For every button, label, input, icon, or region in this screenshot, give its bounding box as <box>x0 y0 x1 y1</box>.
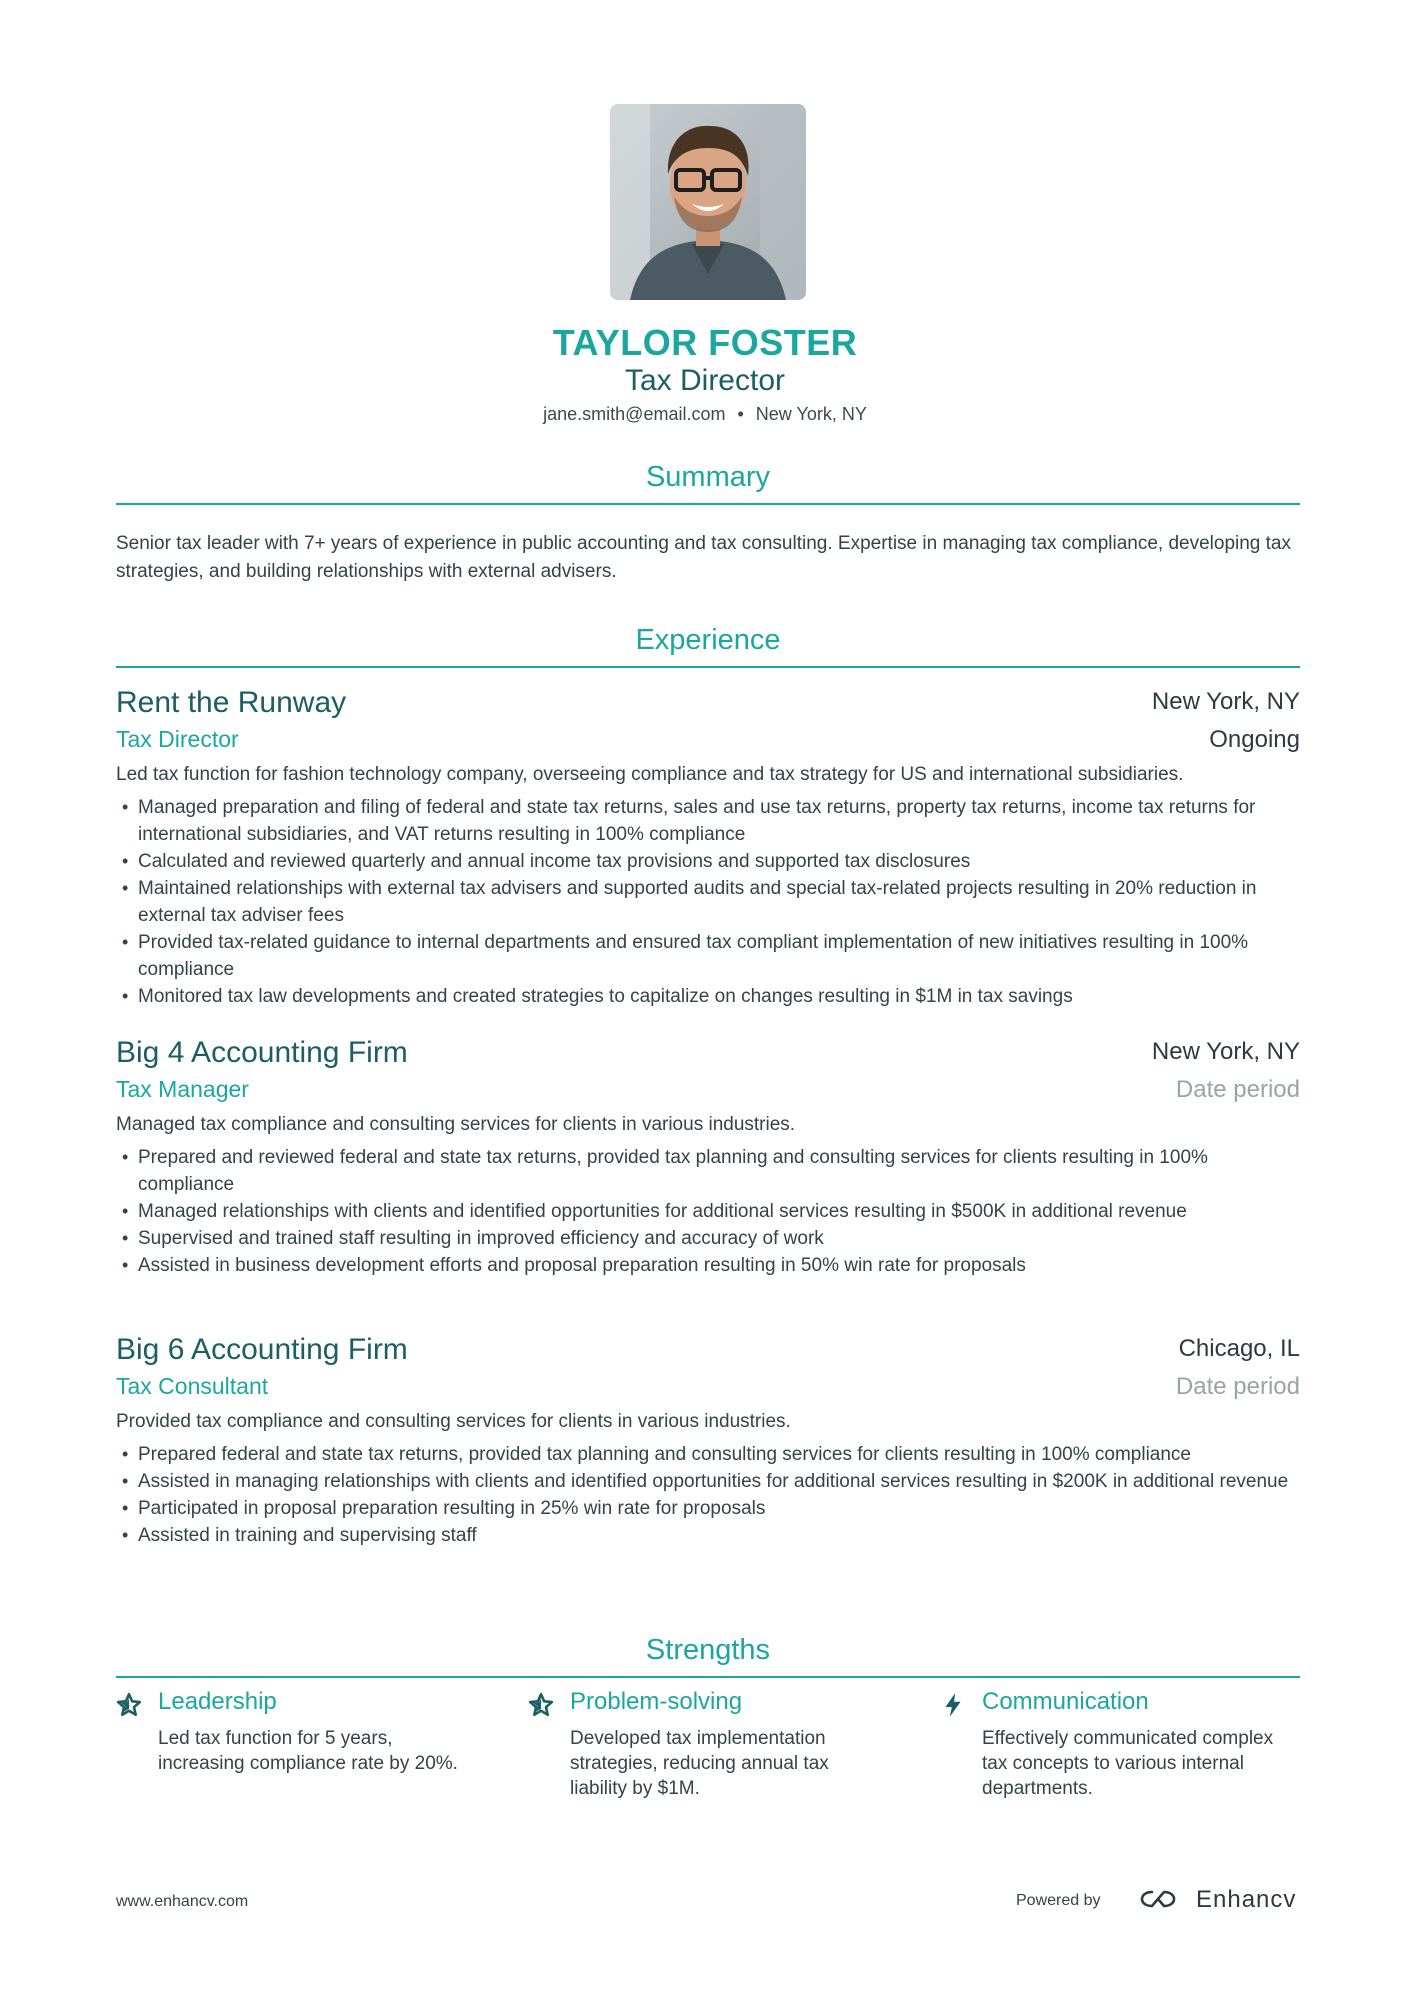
job-location: Chicago, IL <box>1178 1335 1300 1362</box>
strengths-divider <box>116 1676 1300 1678</box>
job-bullet: • Monitored tax law developments and created strategies to capitalize on changes resulting in $1M in tax savings <box>116 983 1300 1010</box>
experience-divider <box>116 666 1300 668</box>
job-role: Tax Manager <box>116 1076 249 1102</box>
job-description: Provided tax compliance and consulting services for clients in various industries. <box>116 1411 791 1432</box>
job-bullet: • Assisted in business development efforts and proposal preparation resulting in 50% win rate for proposals <box>116 1252 1300 1279</box>
summary-divider <box>116 503 1300 505</box>
job-bullet: • Managed relationships with clients and identified opportunities for additional services resulting in $500K in additional revenue <box>116 1198 1300 1225</box>
job-company: Rent the Runway <box>116 686 347 719</box>
job-location: New York, NY <box>1151 688 1300 715</box>
star-icon <box>116 1692 142 1718</box>
lightning-bolt-icon <box>940 1692 966 1718</box>
footer-brand-name: Enhancv <box>1196 1886 1297 1913</box>
job-date: Date period <box>1175 1076 1300 1103</box>
job-company: Big 4 Accounting Firm <box>116 1036 408 1069</box>
location-text: New York, NY <box>755 404 867 424</box>
job-bullets <box>116 1441 1300 1549</box>
job-description: Managed tax compliance and consulting services for clients in various industries. <box>116 1114 796 1135</box>
strength-description: Effectively communicated complex tax concepts to various internal departments. <box>982 1728 1274 1799</box>
job-bullet: • Participated in proposal preparation resulting in 25% win rate for proposals <box>116 1495 1300 1522</box>
strength-description: Led tax function for 5 years, increasing compliance rate by 20%. <box>158 1728 458 1774</box>
job-bullet: • Prepared federal and state tax returns, provided tax planning and consulting services for clients resulting in 100% compliance <box>116 1441 1300 1468</box>
summary-heading: Summary <box>645 461 771 493</box>
job-date: Ongoing <box>1209 726 1300 753</box>
summary-text: Senior tax leader with 7+ years of experience in public accounting and tax consulting. Expertise in managing tax compliance, developing tax strategies, and building relationships with external advisers. <box>116 533 1292 582</box>
profile-photo-image <box>610 104 806 300</box>
profile-photo <box>610 104 806 300</box>
footer-website-link[interactable]: www.enhancv.com <box>116 1893 249 1910</box>
email-text[interactable]: jane.smith@email.com <box>543 404 726 424</box>
job-bullet: • Calculated and reviewed quarterly and annual income tax provisions and supported tax disclosures <box>116 848 1300 875</box>
job-bullet: • Managed preparation and filing of federal and state tax returns, sales and use tax returns, property tax returns, income tax returns for international subsidiaries, and VAT returns resulting in 100% compliance <box>116 794 1300 848</box>
job-description: Led tax function for fashion technology company, overseeing compliance and tax strategy for US and international subsidiaries. <box>116 764 1184 785</box>
job-bullets <box>116 1144 1300 1279</box>
enhancv-logo-icon <box>1138 1884 1178 1914</box>
job-role: Tax Consultant <box>116 1373 269 1399</box>
job-date: Date period <box>1175 1373 1300 1400</box>
job-company: Big 6 Accounting Firm <box>116 1333 408 1366</box>
job-bullet: • Supervised and trained staff resulting in improved efficiency and accuracy of work <box>116 1225 1300 1252</box>
contact-separator: • <box>737 404 744 424</box>
strength-title: Communication <box>982 1688 1149 1715</box>
job-location: New York, NY <box>1151 1038 1300 1065</box>
job-bullet: • Maintained relationships with external tax advisers and supported audits and special tax-related projects resulting in 20% reduction in external tax adviser fees <box>116 875 1300 929</box>
job-role: Tax Director <box>116 726 239 752</box>
strength-title: Problem-solving <box>570 1688 743 1715</box>
job-bullet: • Assisted in training and supervising staff <box>116 1522 1300 1549</box>
footer-powered-by: Powered by <box>1016 1892 1101 1909</box>
experience-heading: Experience <box>635 624 781 656</box>
job-bullet: • Prepared and reviewed federal and state tax returns, provided tax planning and consulting services for clients resulting in 100% compliance <box>116 1144 1300 1198</box>
job-bullet: • Provided tax-related guidance to internal departments and ensured tax compliant implementation of new initiatives resulting in 100% compliance <box>116 929 1300 983</box>
job-bullets <box>116 794 1300 1010</box>
strengths-heading: Strengths <box>645 1634 771 1666</box>
strength-description: Developed tax implementation strategies, reducing annual tax liability by $1M. <box>570 1728 829 1799</box>
star-icon <box>528 1692 554 1718</box>
job-bullet: • Assisted in managing relationships with clients and identified opportunities for additional services resulting in $200K in additional revenue <box>116 1468 1300 1495</box>
candidate-name: TAYLOR FOSTER <box>552 322 858 363</box>
contact-line <box>0 404 1410 425</box>
strength-title: Leadership <box>158 1688 277 1715</box>
candidate-title: Tax Director <box>624 364 786 397</box>
